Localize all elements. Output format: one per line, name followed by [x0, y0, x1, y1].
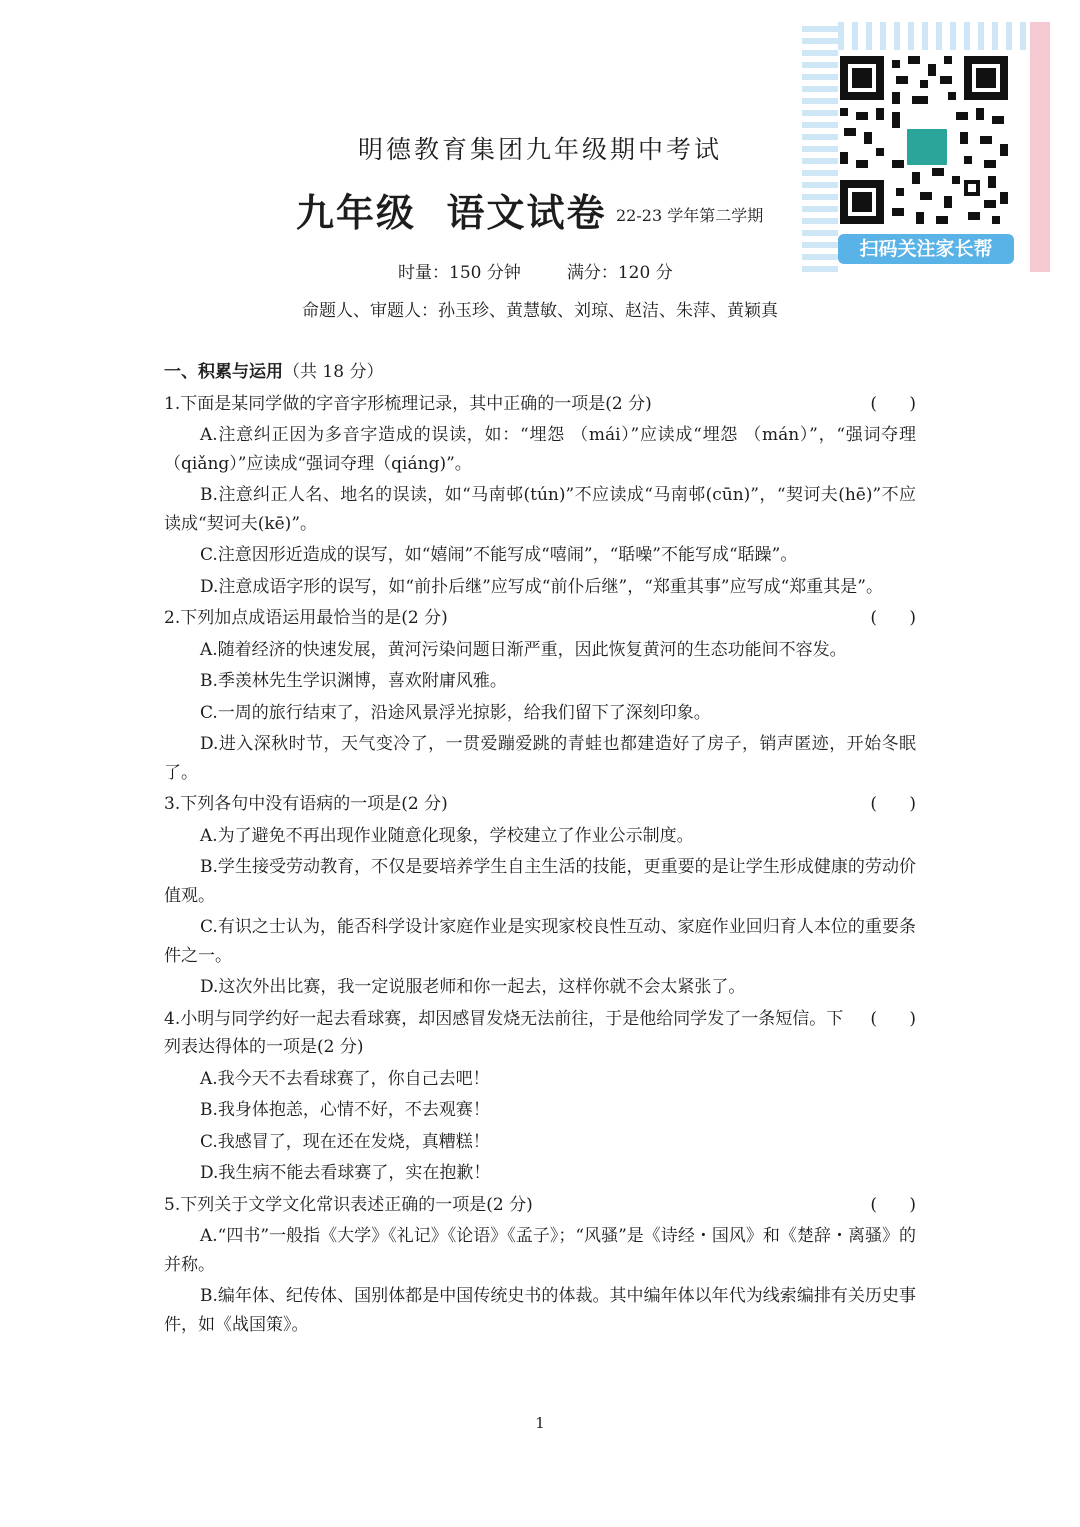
option-d: D.这次外出比赛，我一定说服老师和你一起去，这样你就不会太紧张了。 — [200, 977, 746, 997]
option-a: A.随着经济的快速发展，黄河污染问题日渐严重，因此恢复黄河的生态功能间不容发。 — [200, 639, 847, 660]
page-number: 1 — [535, 1414, 545, 1432]
option-b: B.注意纠正人名、地名的误读，如“马南邨(tún)”不应读成“马南邨(cūn)”，“契诃夫(hē)”不应读成“契诃夫(kē)”。 — [164, 485, 916, 534]
question-stem: 3.下列各句中没有语病的一项是(2 分) — [164, 794, 448, 814]
exam-title: 明德教育集团九年级期中考试 — [357, 135, 722, 164]
option-a: A.为了避免不再出现作业随意化现象，学校建立了作业公示制度。 — [200, 825, 694, 846]
exam-content — [164, 358, 916, 1339]
option-b: B.季羡林先生学识渊博，喜欢附庸风雅。 — [200, 671, 507, 691]
paper-main-title: 九年级 语文试卷 — [296, 190, 607, 235]
option-d: D.进入深秋时节，天气变冷了，一贯爱蹦爱跳的青蛙也都建造好了房子，销声匿迹，开始冬眠了。 — [164, 734, 916, 783]
option-c: C.注意因形近造成的误写，如“嬉闹”不能写成“嘻闹”，“聒噪”不能写成“聒躁”。 — [200, 545, 798, 565]
answer-parenthesis: ( ) — [870, 1194, 916, 1215]
question-stem: 1.下面是某同学做的字音字形梳理记录，其中正确的一项是(2 分) — [164, 393, 652, 414]
question-2 — [164, 604, 916, 633]
answer-parenthesis: ( ) — [870, 608, 916, 628]
option-c: C.一周的旅行结束了，沿途风景浮光掠影，给我们留下了深刻印象。 — [200, 702, 711, 723]
section-heading — [164, 358, 916, 387]
section-title: 一、积累与运用 — [164, 362, 283, 382]
answer-parenthesis: ( ) — [870, 393, 916, 414]
qr-caption: 扫码关注家长帮 — [838, 234, 1014, 264]
question-5 — [164, 1191, 916, 1220]
logo-icon — [904, 126, 950, 168]
full-score: 满分：120 分 — [566, 263, 673, 283]
option-a: A.注意纠正因为多音字造成的误读，如：“埋怨 （mái）”应读成“埋怨 （mán）”，“强词夺理（qiǎng）”应读成“强词夺理（qiáng)”。 — [164, 425, 916, 474]
option-d: D.我生病不能去看球赛了，实在抱歉！ — [200, 1163, 491, 1183]
option-c: C.有识之士认为，能否科学设计家庭作业是实现家校良性互动、家庭作业回归育人本位的重要条件之一。 — [164, 917, 916, 966]
question-3 — [164, 790, 916, 819]
term-label: 22-23 学年第二学期 — [616, 206, 764, 225]
section-points: （共 18 分） — [283, 362, 384, 382]
qr-decoration — [838, 22, 1030, 50]
option-d: D.注意成语字形的误写，如“前扑后继”应写成“前仆后继”，“郑重其事”应写成“郑重其是”。 — [200, 576, 883, 597]
option-b: B.我身体抱恙，心情不好，不去观赛！ — [200, 1100, 490, 1120]
qr-decoration — [1030, 22, 1050, 272]
question-stem: 2.下列加点成语运用最恰当的是(2 分) — [164, 608, 448, 628]
qr-decoration — [802, 22, 838, 272]
question-stem: 5.下列关于文学文化常识表述正确的一项是(2 分) — [164, 1194, 533, 1215]
question-stem: 4.小明与同学约好一起去看球赛，却因感冒发烧无法前往，于是他给同学发了一条短信。下列表达得体的一项是(2 分) — [164, 1008, 844, 1057]
answer-parenthesis: ( ) — [870, 794, 916, 814]
exam-meta — [398, 258, 719, 283]
option-b: B.编年体、纪传体、国别体都是中国传统史书的体裁。其中编年体以年代为线索编排有关历史事件，如《战国策》。 — [164, 1286, 916, 1335]
option-a: A.我今天不去看球赛了，你自己去吧！ — [200, 1068, 490, 1089]
answer-parenthesis: ( ) — [870, 1008, 916, 1029]
option-c: C.我感冒了，现在还在发烧，真糟糕！ — [200, 1131, 490, 1152]
question-1 — [164, 390, 916, 419]
option-b: B.学生接受劳动教育，不仅是要培养学生自主生活的技能，更重要的是让学生形成健康的劳动价值观。 — [164, 857, 916, 906]
time-limit: 时量：150 分钟 — [398, 263, 521, 283]
question-4 — [164, 1005, 916, 1062]
authors-line: 命题人、审题人：孙玉珍、黄慧敏、刘琼、赵洁、朱萍、黄颖真 — [302, 301, 778, 321]
option-a: A.“四书”一般指《大学》《礼记》《论语》《孟子》；“风骚”是《诗经・国风》和《楚辞・离骚》的并称。 — [164, 1226, 916, 1275]
